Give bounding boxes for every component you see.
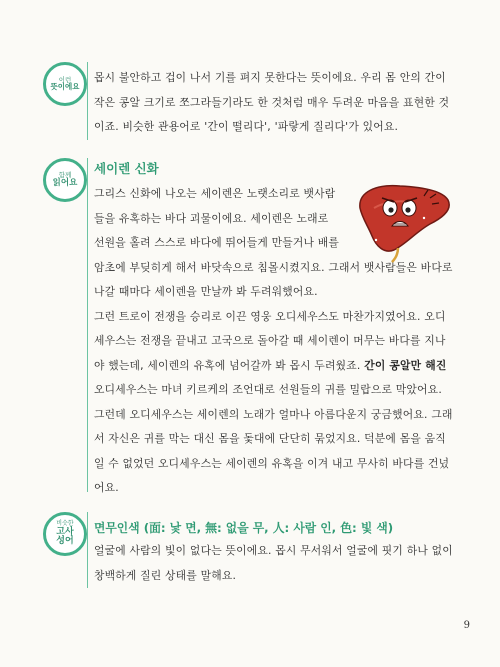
siren-line: 들을 유혹하는 바다 괴물이에요. 세이렌은 노래로	[94, 211, 329, 225]
idiom-title: 면무인색 (面: 낯 면, 無: 없을 무, 人: 사람 인, 色: 빛 색)	[94, 521, 394, 535]
idiom-line: 얼굴에 사람의 빛이 없다는 뜻이에요. 몹시 무서워서 얼굴에 핏기 하나 없이	[94, 544, 453, 557]
badge-idiom-line2: 성어	[56, 536, 74, 547]
divider-together	[87, 158, 88, 492]
siren-line: 오디세우스는 마녀 키르케의 조언대로 선원들의 귀를 밀랍으로 막았어요.	[94, 383, 442, 396]
siren-line	[94, 354, 468, 379]
scared-liver-illustration	[354, 178, 454, 264]
meaning-line: 이죠. 비슷한 관용어로 '간이 떨리다', '파랗게 질리다'가 있어요.	[94, 120, 399, 133]
badge-together	[43, 158, 87, 202]
meaning-section	[94, 66, 468, 140]
badge-idiom	[43, 512, 87, 556]
page-number: 9	[463, 620, 470, 631]
idiom-line: 창백하게 질린 상태를 말해요.	[94, 568, 237, 582]
siren-line: 암초에 부딪히게 해서 바닷속으로 침몰시켰지요. 그래서 뱃사람들은 바다로	[94, 260, 453, 274]
meaning-paragraph	[94, 66, 468, 140]
badge-idiom-top: 비슷한	[56, 520, 74, 528]
siren-line-text: 야 했는데, 세이렌의 유혹에 넘어갈까 봐 몹시 두려웠죠.	[94, 358, 365, 372]
siren-line: 선원을 홀려 스스로 바다에 뛰어들게 만들거나 배를	[94, 236, 340, 249]
badge-meaning-top: 이런	[58, 75, 72, 84]
siren-line: 서 자신은 귀를 막는 대신 몸을 돛대에 단단히 묶었지요. 덕분에 몸을 움직	[94, 432, 446, 445]
siren-line: 그런데 오디세우스는 세이렌의 노래가 얼마나 아름다운지 궁금했어요. 그래	[94, 407, 453, 421]
meaning-line: 몹시 불안하고 겁이 나서 기를 펴지 못한다는 뜻이에요. 우리 몸 안의 간이	[94, 71, 446, 84]
siren-line: 그리스 신화에 나오는 세이렌은 노랫소리로 뱃사람	[94, 187, 336, 200]
siren-line: 일 수 없었던 오디세우스는 세이렌의 유혹을 이겨 내고 무사히 바다를 건넜	[94, 456, 450, 470]
idiom-section	[94, 519, 468, 588]
siren-line: 나갈 때마다 세이렌을 만날까 봐 두려워했어요.	[94, 285, 318, 298]
badge-idiom-line1: 고사	[56, 526, 74, 537]
badge-together-top: 함께	[58, 171, 72, 180]
siren-line: 세우스는 전쟁을 끝내고 고국으로 돌아갈 때 세이렌이 머무는 바다를 지나	[94, 334, 446, 347]
siren-title: 세이렌 신화	[94, 161, 159, 176]
highlight-idiom: 간이 콩알만 해진	[364, 358, 447, 372]
badge-meaning-bottom: 뜻이에요	[50, 82, 80, 92]
meaning-line: 작은 콩알 크기로 쪼그라들기라도 한 것처럼 매우 두려운 마음을 표현한 것	[94, 95, 450, 109]
siren-line: 어요.	[94, 481, 119, 494]
siren-line: 그런 트로이 전쟁을 승리로 이끈 영웅 오디세우스도 마찬가지였어요. 오디	[94, 309, 446, 323]
badge-together-bottom: 읽어요	[52, 177, 78, 188]
divider-meaning	[87, 62, 88, 140]
badge-meaning	[43, 62, 87, 106]
idiom-paragraph	[94, 539, 468, 588]
divider-idiom	[87, 512, 88, 588]
